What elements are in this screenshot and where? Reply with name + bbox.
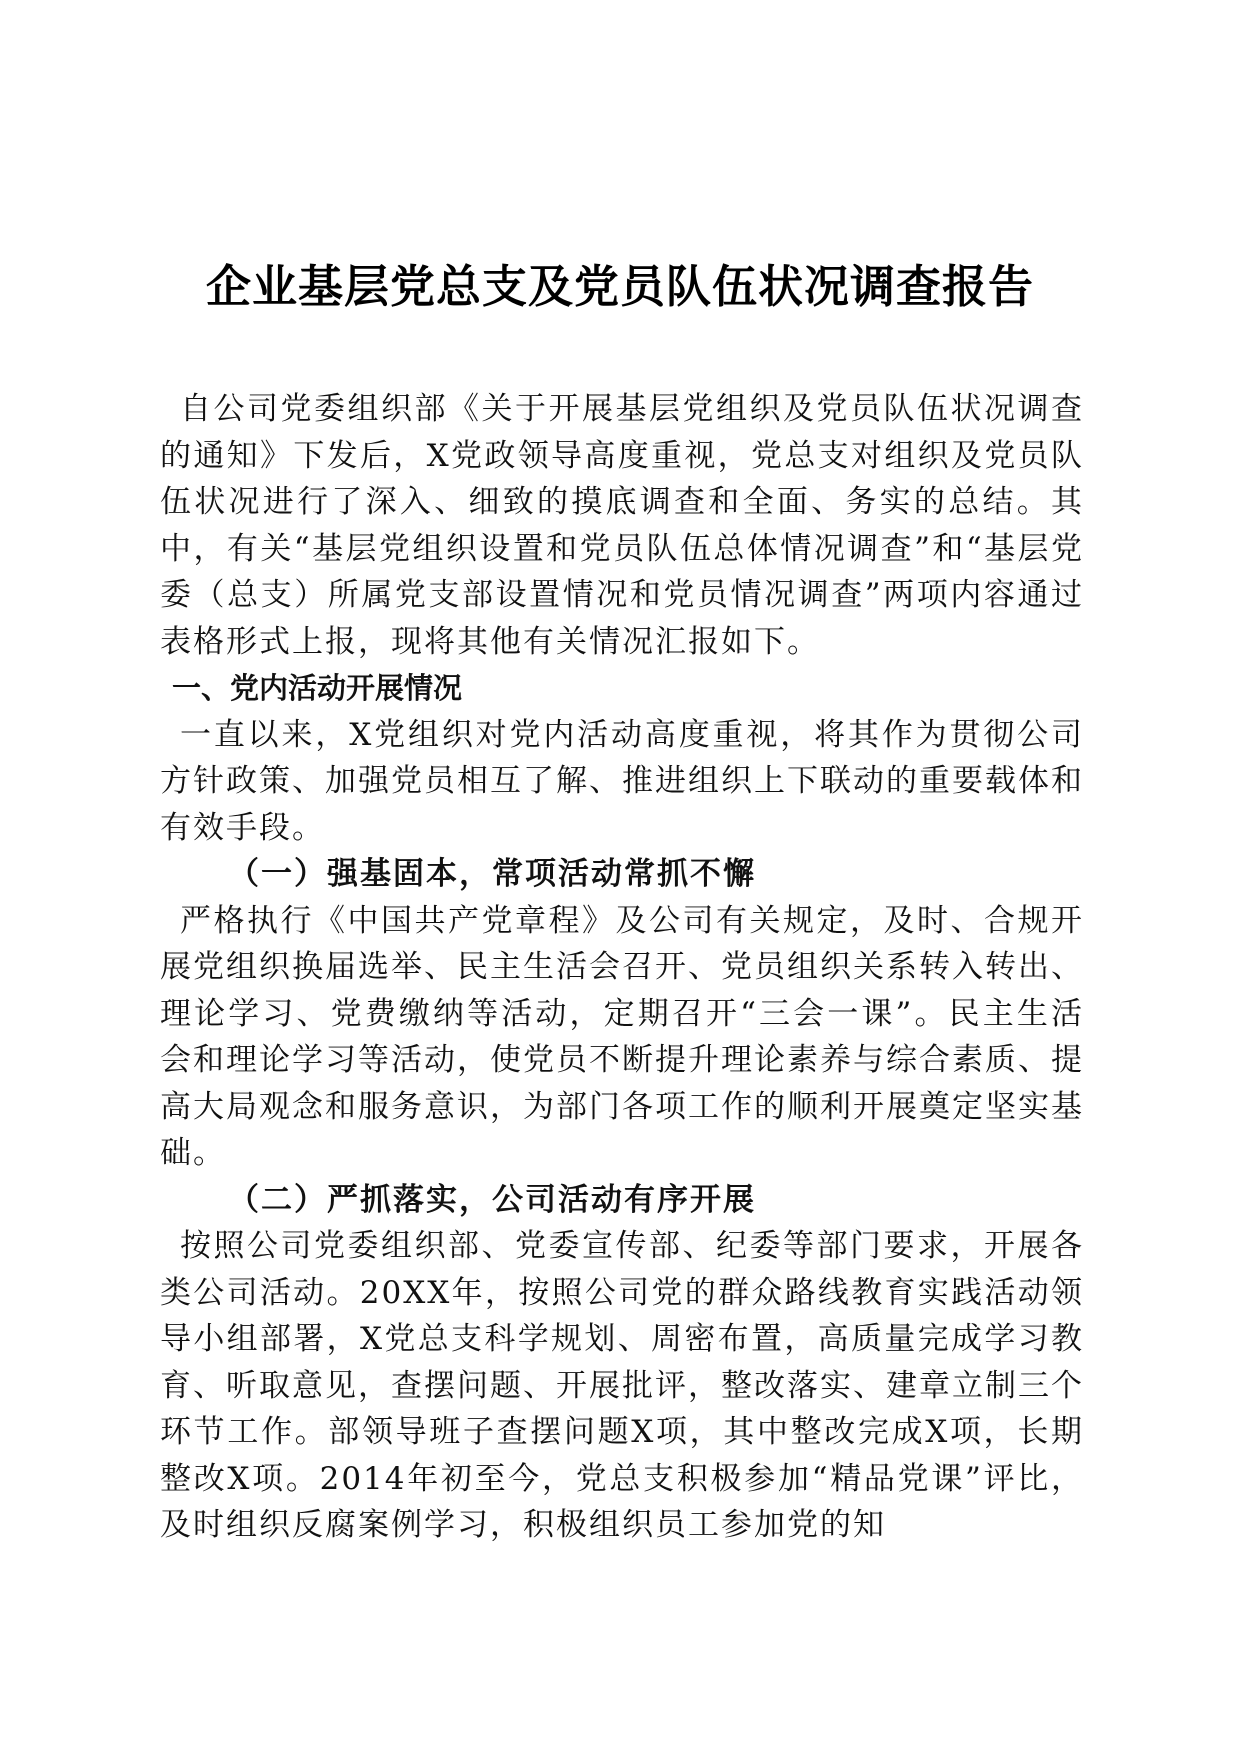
document-body <box>160 386 1084 1549</box>
subsection-1-paragraph: 严格执行《中国共产党章程》及公司有关规定，及时、合规开展党组织换届选举、民主生活会召开、党员组织关系转入转出、理论学习、党费缴纳等活动，定期召开“三会一课”。民主生活会和理论学习等活动，使党员不断提升理论素养与综合素质、提高大局观念和服务意识，为部门各项工作的顺利开展奠定坚实基础。 <box>160 902 1084 1171</box>
document-title: 企业基层党总支及党员队伍状况调查报告 <box>205 260 1034 313</box>
subsection-heading-2: （二）严抓落实，公司活动有序开展 <box>228 1181 756 1218</box>
subsection-heading-1: （一）强基固本，常项活动常抓不懈 <box>228 856 756 892</box>
intro-paragraph: 自公司党委组织部《关于开展基层党组织及党员队伍状况调查的通知》下发后，X党政领导高度重视，党总支对组织及党员队伍状况进行了深入、细致的摸底调查和全面、务实的总结。其中，有关“基层党组织设置和党员队伍总体情况调查”和“基层党委（总支）所属党支部设置情况和党员情况调查”两项内容通过表格形式上报，现将其他有关情况汇报如下。 <box>160 391 1084 660</box>
subsection-2-paragraph: 按照公司党委组织部、党委宣传部、纪委等部门要求，开展各类公司活动。20XX年，按照公司党的群众路线教育实践活动领导小组部署，X党总支科学规划、周密布置，高质量完成学习教育、听取意见，查摆问题、开展批评，整改落实、建章立制三个环节工作。部领导班子查摆问题X项，其中整改完成X项，长期整改X项。2014年初至今，党总支积极参加“精品党课”评比，及时组织反腐案例学习，积极组织员工参加党的知 <box>160 1228 1084 1543</box>
section-heading-1: 一、党内活动开展情况 <box>172 671 463 705</box>
section-1-intro-paragraph: 一直以来，X党组织对党内活动高度重视，将其作为贯彻公司方针政策、加强党员相互了解、推进组织上下联动的重要载体和有效手段。 <box>160 716 1084 846</box>
